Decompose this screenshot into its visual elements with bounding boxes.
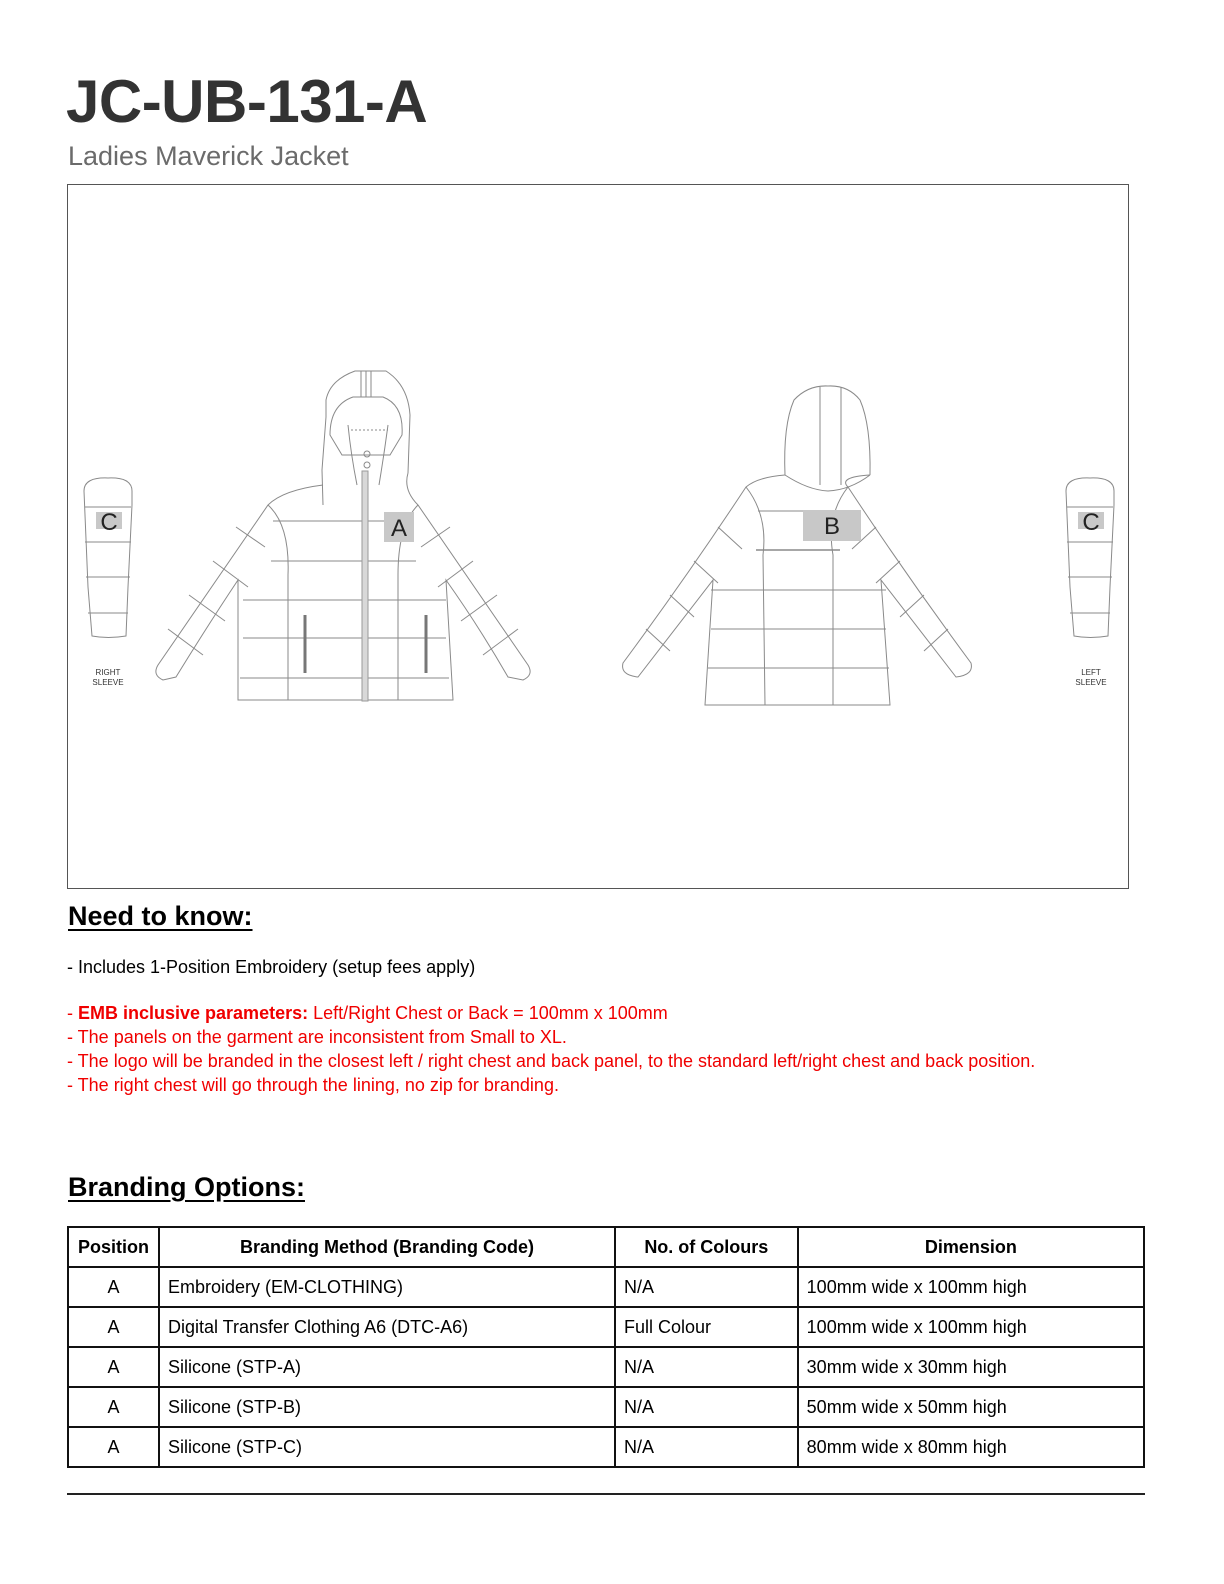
svg-text:A: A	[390, 515, 408, 542]
note-red-3: - The logo will be branded in the closest left / right chest and back panel, to the standard left/right chest and back position.	[67, 1051, 1036, 1071]
footer-divider	[67, 1493, 1145, 1495]
product-name-subtitle: Ladies Maverick Jacket	[68, 141, 349, 171]
note-red-1: - EMB inclusive parameters: Left/Right Chest or Back = 100mm x 100mm	[67, 1003, 668, 1023]
branding-options-table	[67, 1226, 1145, 1468]
position-marker-a	[384, 512, 414, 542]
front-jacket-drawing	[156, 371, 530, 701]
need-to-know-heading: Need to know:	[68, 901, 253, 931]
right-sleeve-label-1: RIGHT	[95, 668, 121, 677]
col-colours: No. of Colours	[615, 1227, 798, 1267]
left-sleeve-drawing	[1066, 478, 1114, 638]
col-dimension: Dimension	[798, 1227, 1144, 1267]
col-position: Position	[68, 1227, 159, 1267]
table-row: A Digital Transfer Clothing A6 (DTC-A6) Full Colour 100mm wide x 100mm high	[68, 1307, 1144, 1347]
back-jacket-drawing	[623, 386, 972, 705]
position-marker-c-left	[1078, 509, 1104, 536]
note-intro: - Includes 1-Position Embroidery (setup fees apply)	[67, 957, 476, 977]
position-marker-c-right	[96, 509, 122, 536]
table-row: A Silicone (STP-B) N/A 50mm wide x 50mm high	[68, 1387, 1144, 1427]
table-row: A Embroidery (EM-CLOTHING) N/A 100mm wide x 100mm high	[68, 1267, 1144, 1307]
left-sleeve-label-2: SLEEVE	[1075, 678, 1107, 687]
col-method: Branding Method (Branding Code)	[159, 1227, 615, 1267]
svg-text:C: C	[1082, 509, 1100, 536]
right-sleeve-drawing	[84, 478, 132, 638]
right-sleeve-label-2: SLEEVE	[92, 678, 124, 687]
table-row: A Silicone (STP-A) N/A 30mm wide x 30mm high	[68, 1347, 1144, 1387]
left-sleeve-label-1: LEFT	[1081, 668, 1101, 677]
branding-options-heading: Branding Options:	[68, 1172, 305, 1202]
product-code-title: JC-UB-131-A	[66, 68, 428, 135]
garment-artwork-panel	[67, 184, 1129, 889]
garment-illustration	[68, 185, 1130, 890]
table-header-row	[68, 1227, 1144, 1267]
table-row: A Silicone (STP-C) N/A 80mm wide x 80mm high	[68, 1427, 1144, 1467]
note-red-2: - The panels on the garment are inconsistent from Small to XL.	[67, 1027, 567, 1047]
position-marker-b	[803, 510, 861, 541]
svg-text:B: B	[823, 513, 841, 540]
svg-text:C: C	[100, 509, 118, 536]
note-red-4: - The right chest will go through the lining, no zip for branding.	[67, 1075, 559, 1095]
